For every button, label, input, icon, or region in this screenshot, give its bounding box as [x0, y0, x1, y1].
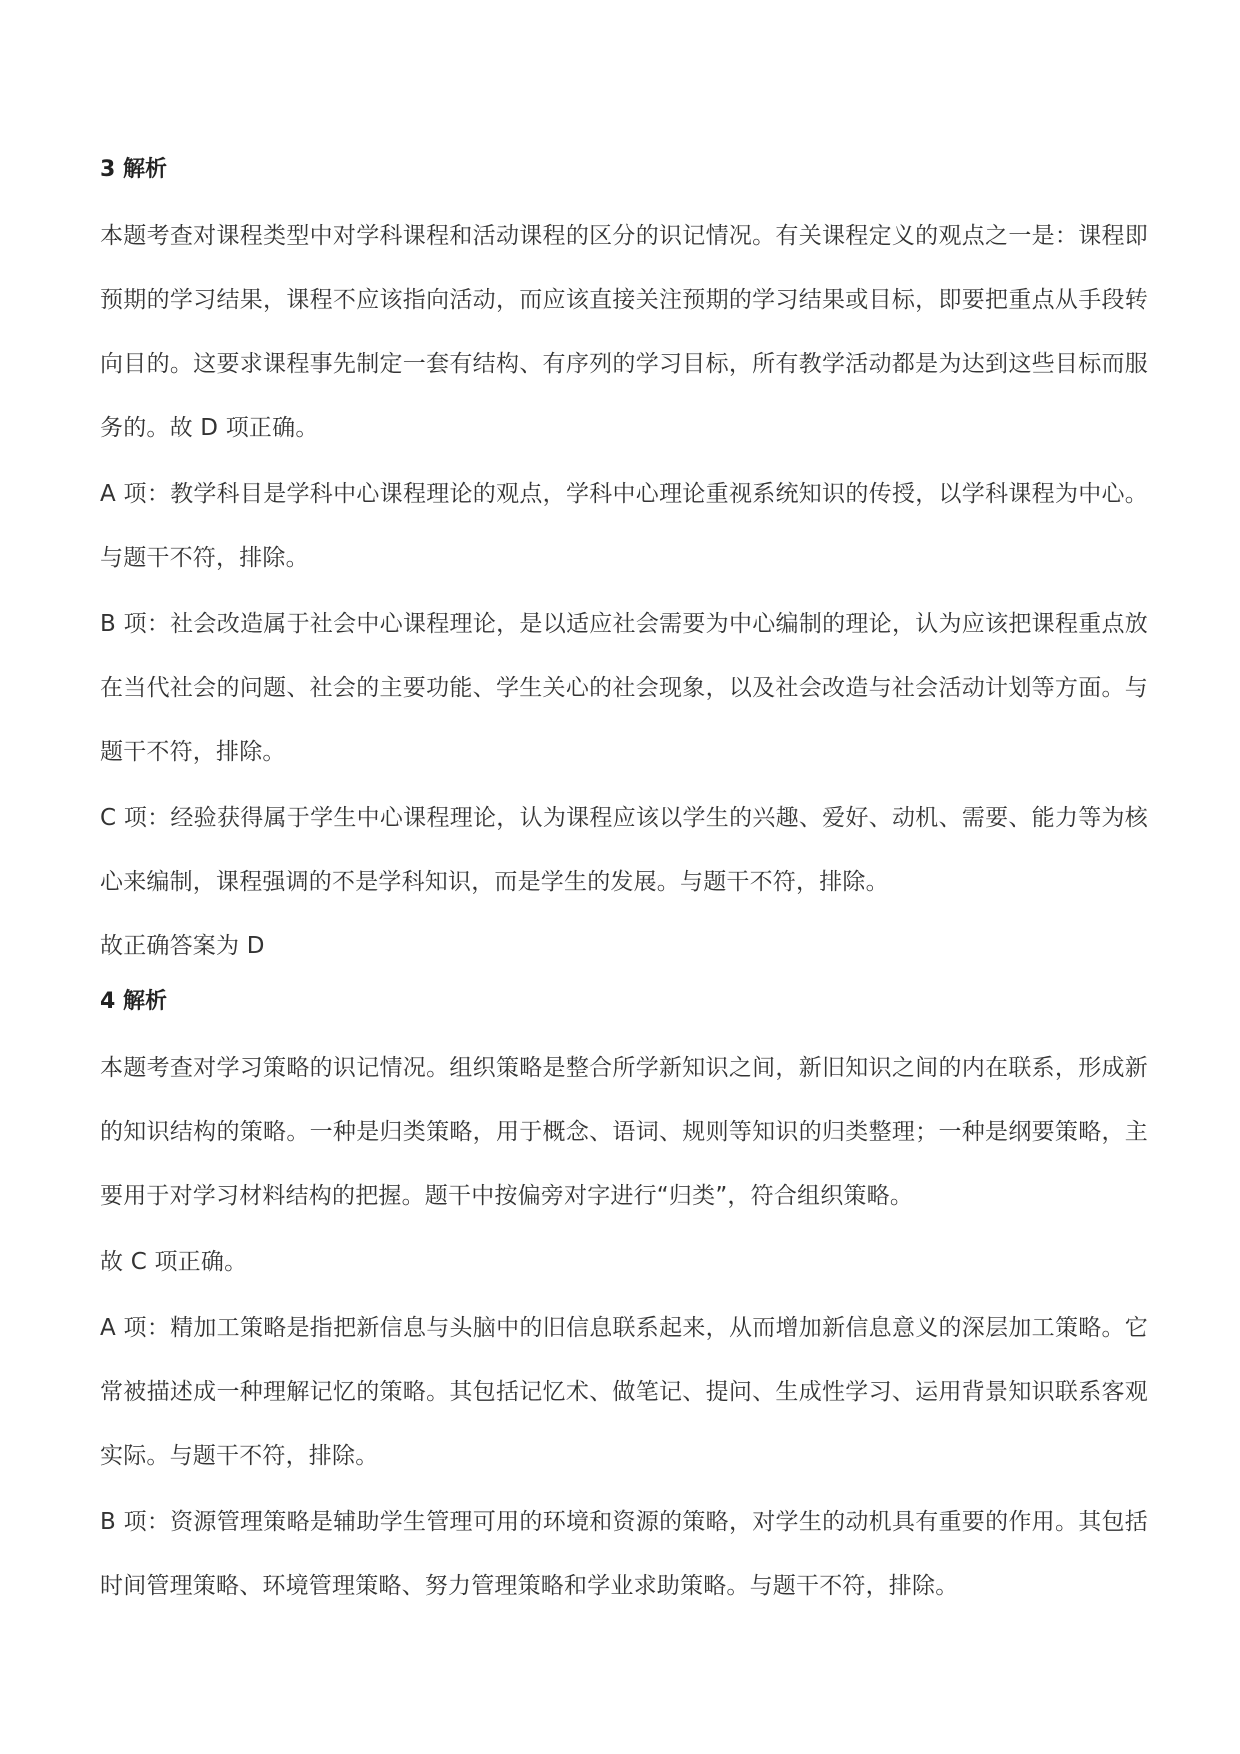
section-4-option-a-paragraph: A 项：精加工策略是指把新信息与头脑中的旧信息联系起来，从而增加新信息意义的深层加工策略。它常被描述成一种理解记忆的策略。其包括记忆术、做笔记、提问、生成性学习、运用背景知识联系客观实际。与题干不符，排除。 [100, 1315, 1148, 1469]
section-3 [100, 150, 1148, 976]
section-4-title: 4 解析 [100, 989, 167, 1014]
section-4-correct-statement: 故 C 项正确。 [100, 1249, 248, 1275]
section-4 [100, 982, 1148, 1618]
section-3-answer: 故正确答案为 D [100, 933, 265, 959]
section-4-option-b-paragraph: B 项：资源管理策略是辅助学生管理可用的环境和资源的策略，对学生的动机具有重要的作用。其包括时间管理策略、环境管理策略、努力管理策略和学业求助策略。与题干不符，排除。 [100, 1509, 1148, 1599]
section-3-option-c-paragraph: C 项：经验获得属于学生中心课程理论，认为课程应该以学生的兴趣、爱好、动机、需要、能力等为核心来编制，课程强调的不是学科知识，而是学生的发展。与题干不符，排除。 [100, 805, 1148, 895]
section-4-intro-paragraph: 本题考查对学习策略的识记情况。组织策略是整合所学新知识之间，新旧知识之间的内在联系，形成新的知识结构的策略。一种是归类策略，用于概念、语词、规则等知识的归类整理；一种是纲要策略，主要用于对学习材料结构的把握。题干中按偏旁对字进行“归类”，符合组织策略。 [100, 1055, 1148, 1209]
section-3-option-a-paragraph: A 项：教学科目是学科中心课程理论的观点，学科中心理论重视系统知识的传授，以学科课程为中心。与题干不符，排除。 [100, 481, 1148, 571]
section-3-intro-paragraph: 本题考查对课程类型中对学科课程和活动课程的区分的识记情况。有关课程定义的观点之一是：课程即预期的学习结果，课程不应该指向活动，而应该直接关注预期的学习结果或目标，即要把重点从手段转向目的。这要求课程事先制定一套有结构、有序列的学习目标，所有教学活动都是为达到这些目标而服务的。故 D 项正确。 [100, 223, 1148, 441]
document-page [100, 150, 1148, 1620]
section-3-title: 3 解析 [100, 157, 167, 182]
section-3-option-b-paragraph: B 项：社会改造属于社会中心课程理论，是以适应社会需要为中心编制的理论，认为应该把课程重点放在当代社会的问题、社会的主要功能、学生关心的社会现象，以及社会改造与社会活动计划等方面。与题干不符，排除。 [100, 611, 1148, 765]
